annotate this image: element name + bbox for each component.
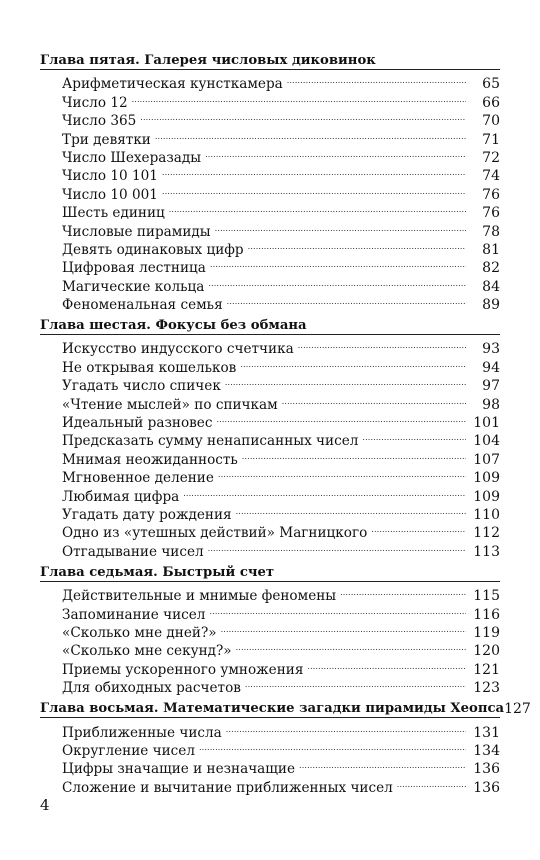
entry-page: 71 bbox=[482, 131, 500, 148]
dot-leader bbox=[242, 445, 466, 463]
dot-leader bbox=[307, 655, 466, 673]
dot-leader bbox=[225, 372, 466, 390]
chapter-entries bbox=[40, 582, 500, 697]
dot-leader bbox=[162, 180, 466, 198]
entry-title: Идеальный разновес bbox=[62, 415, 213, 432]
entry-page: 104 bbox=[473, 433, 500, 450]
chapter-title bbox=[40, 699, 531, 719]
entry-page: 82 bbox=[482, 260, 500, 277]
entry-page: 70 bbox=[482, 113, 500, 130]
entry-title: Цифровая лестница bbox=[62, 260, 206, 277]
chapter-entries bbox=[40, 335, 500, 560]
entry-page: 110 bbox=[473, 506, 500, 523]
entry-title: Число 10 101 bbox=[62, 168, 158, 185]
dot-leader bbox=[397, 773, 466, 791]
entry-page: 98 bbox=[482, 396, 500, 413]
dot-leader bbox=[282, 390, 466, 408]
entry-title: Мгновенное деление bbox=[62, 470, 214, 487]
dot-leader bbox=[183, 482, 466, 500]
chapter-entries bbox=[40, 718, 500, 796]
entry-page: 94 bbox=[482, 359, 500, 376]
chapter-7 bbox=[40, 563, 500, 697]
entry-page: 84 bbox=[482, 278, 500, 295]
entry-page: 101 bbox=[473, 415, 500, 432]
dot-leader bbox=[287, 70, 466, 88]
entry-title: Округление чисел bbox=[62, 742, 195, 759]
entry-title: Одно из «утешных действий» Магницкого bbox=[62, 525, 368, 542]
entry-page: 65 bbox=[482, 76, 500, 93]
dot-leader bbox=[208, 272, 466, 290]
table-of-contents bbox=[40, 51, 531, 796]
entry-title: Приближенные числа bbox=[62, 724, 222, 741]
entry-title: Число 10 001 bbox=[62, 186, 158, 203]
entry-title: Арифметическая кунсткамера bbox=[62, 76, 283, 93]
entry-page: 72 bbox=[482, 149, 500, 166]
dot-leader bbox=[340, 582, 466, 600]
entry-page: 116 bbox=[473, 606, 500, 623]
dot-leader bbox=[226, 718, 466, 736]
chapter-title bbox=[40, 51, 500, 71]
entry-title: Сложение и вычитание приближенных чисел bbox=[62, 779, 393, 796]
entry-page: 120 bbox=[473, 643, 500, 660]
entry-page: 115 bbox=[473, 588, 500, 605]
entry-page: 136 bbox=[473, 779, 500, 796]
entry-page: 76 bbox=[482, 205, 500, 222]
entry-title: Цифры значащие и незначащие bbox=[62, 761, 296, 778]
entry-page: 109 bbox=[473, 488, 500, 505]
entry-title: Отгадывание чисел bbox=[62, 543, 204, 560]
entry-page: 109 bbox=[473, 470, 500, 487]
entry-title: Искусство индусского счетчика bbox=[62, 341, 294, 358]
toc-entry[interactable] bbox=[62, 70, 500, 93]
entry-page: 81 bbox=[482, 241, 500, 258]
entry-title: Угадать дату рождения bbox=[62, 506, 232, 523]
entry-title: Запоминание чисел bbox=[62, 606, 206, 623]
dot-leader bbox=[245, 674, 466, 692]
entry-title: Число Шехеразады bbox=[62, 149, 202, 166]
entry-title: Для обиходных расчетов bbox=[62, 680, 241, 697]
chapter-6 bbox=[40, 316, 500, 560]
entry-page: 89 bbox=[482, 297, 500, 314]
dot-leader bbox=[215, 217, 466, 235]
entry-page: 123 bbox=[473, 680, 500, 697]
entry-page: 113 bbox=[473, 543, 500, 560]
chapter-entries bbox=[40, 70, 500, 314]
entry-title: Число 365 bbox=[62, 113, 137, 130]
entry-page: 107 bbox=[473, 451, 500, 468]
dot-leader bbox=[155, 125, 466, 143]
toc-entry[interactable] bbox=[62, 107, 500, 130]
entry-page: 112 bbox=[473, 525, 500, 542]
entry-page: 93 bbox=[482, 341, 500, 358]
chapter-page-number: 127 bbox=[504, 701, 531, 718]
dot-leader bbox=[371, 519, 466, 537]
entry-title: Мнимая неожиданность bbox=[62, 451, 238, 468]
entry-page: 78 bbox=[482, 223, 500, 240]
entry-title: Угадать число спичек bbox=[62, 378, 221, 395]
chapter-title-text: Глава пятая. Галерея числовых диковинок bbox=[40, 53, 376, 68]
dot-leader bbox=[299, 755, 466, 773]
entry-page: 134 bbox=[473, 742, 500, 759]
dot-leader bbox=[298, 335, 466, 353]
chapter-title bbox=[40, 563, 500, 583]
dot-leader bbox=[132, 88, 466, 106]
entry-page: 119 bbox=[473, 624, 500, 641]
dot-leader bbox=[140, 107, 466, 125]
toc-entry[interactable] bbox=[62, 718, 500, 741]
entry-title: Приемы ускоренного умножения bbox=[62, 661, 304, 678]
entry-page: 136 bbox=[473, 761, 500, 778]
dot-leader bbox=[362, 427, 466, 445]
entry-title: Три девятки bbox=[62, 131, 151, 148]
dot-leader bbox=[210, 254, 466, 272]
entry-page: 76 bbox=[482, 186, 500, 203]
dot-leader bbox=[216, 409, 466, 427]
entry-page: 97 bbox=[482, 378, 500, 395]
entry-title: Девять одинаковых цифр bbox=[62, 241, 244, 258]
chapter-title-text: Глава шестая. Фокусы без обмана bbox=[40, 318, 307, 334]
entry-page: 74 bbox=[482, 168, 500, 185]
dot-leader bbox=[248, 236, 466, 254]
entry-page: 131 bbox=[473, 724, 500, 741]
entry-title: Магические кольца bbox=[62, 278, 205, 295]
toc-entry[interactable] bbox=[62, 335, 500, 358]
entry-title: Предсказать сумму ненаписанных чисел bbox=[62, 433, 359, 450]
dot-leader bbox=[205, 144, 466, 162]
entry-title: «Сколько мне секунд?» bbox=[62, 643, 232, 660]
chapter-title bbox=[40, 316, 500, 336]
chapter-8 bbox=[40, 699, 531, 796]
dot-leader bbox=[208, 537, 466, 555]
entry-title: Не открывая кошельков bbox=[62, 359, 237, 376]
entry-title: «Сколько мне дней?» bbox=[62, 624, 217, 641]
dot-leader bbox=[209, 600, 466, 618]
entry-title: Феноменальная семья bbox=[62, 297, 223, 314]
entry-title: «Чтение мыслей» по спичкам bbox=[62, 396, 278, 413]
dot-leader bbox=[227, 291, 466, 309]
toc-entry[interactable] bbox=[62, 582, 500, 605]
entry-title: Шесть единиц bbox=[62, 205, 165, 222]
dot-leader bbox=[236, 637, 466, 655]
entry-page: 66 bbox=[482, 94, 500, 111]
dot-leader bbox=[218, 464, 466, 482]
entry-title: Число 12 bbox=[62, 94, 128, 111]
entry-title: Действительные и мнимые феномены bbox=[62, 588, 337, 605]
entry-title: Числовые пирамиды bbox=[62, 223, 211, 240]
entry-page: 121 bbox=[473, 661, 500, 678]
chapter-title-text: Глава восьмая. Математические загадки пирамиды Хеопса bbox=[40, 701, 505, 717]
page-number: 4 bbox=[40, 796, 50, 814]
dot-leader bbox=[169, 199, 466, 217]
dot-leader bbox=[221, 619, 466, 637]
dot-leader bbox=[199, 737, 466, 755]
dot-leader bbox=[162, 162, 466, 180]
entry-title: Любимая цифра bbox=[62, 488, 180, 505]
dot-leader bbox=[236, 501, 466, 519]
dot-leader bbox=[240, 353, 466, 371]
chapter-title-text: Глава седьмая. Быстрый счет bbox=[40, 564, 275, 580]
chapter-5 bbox=[40, 51, 500, 314]
